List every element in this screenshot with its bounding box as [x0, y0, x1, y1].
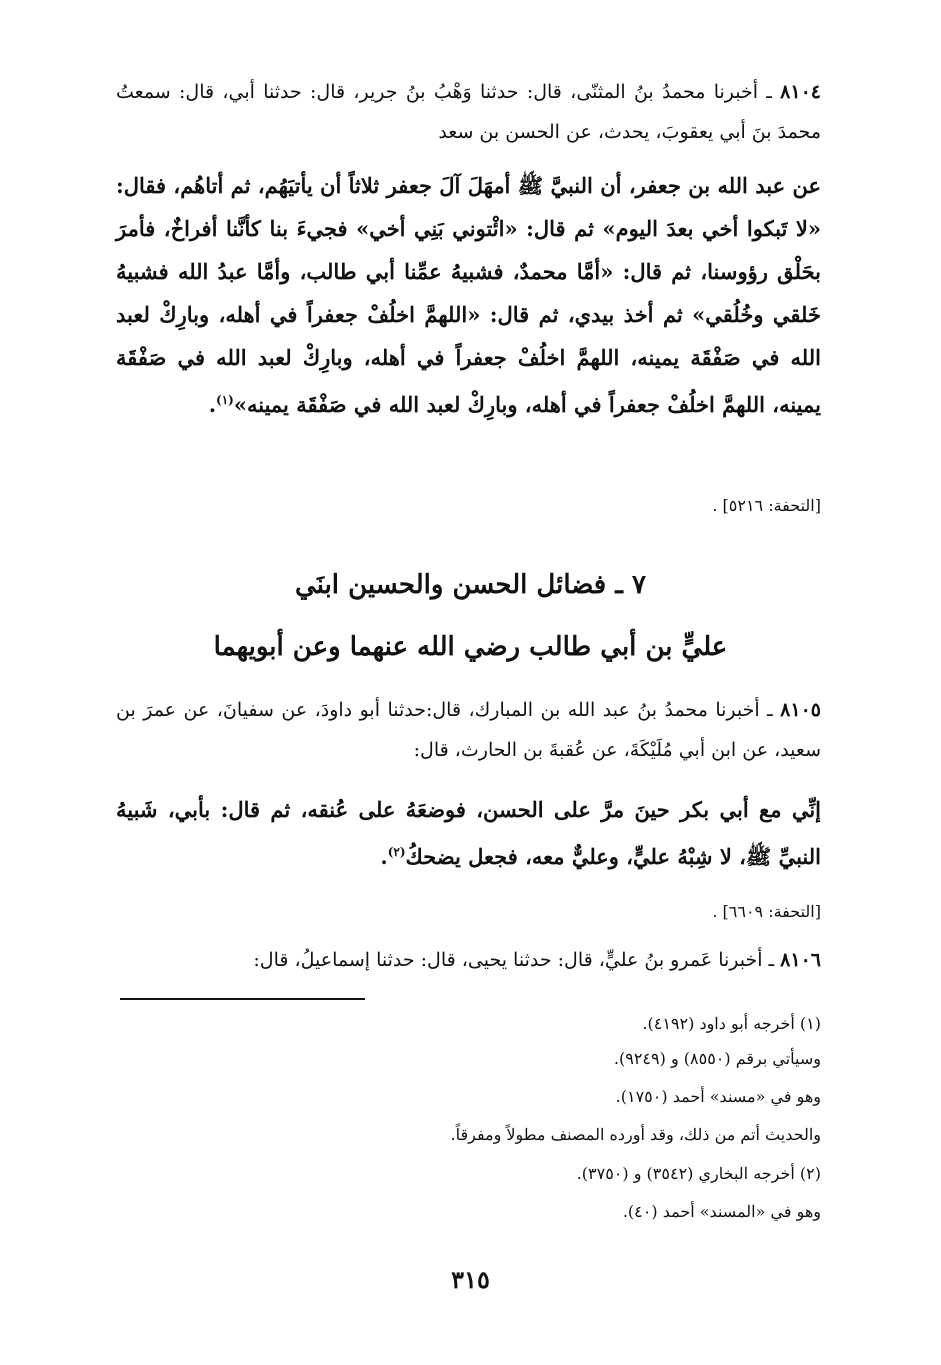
footnote-marker: (١): [216, 393, 234, 407]
hadith-8105-isnad: [116, 690, 821, 770]
hadith-number: ٨١٠٦: [780, 949, 821, 971]
hadith-8105-matn: [116, 788, 821, 878]
isnad-text: ـ أخبرنا محمدُ بنُ المثنّى، قال: حدثنا وَهْبُ بنُ جرير، قال: حدثنا أبي، قال: سمعتُ محمدَ بنَ أبي يعقوبَ، يحدث، عن الحسن بن سعد: [116, 81, 821, 143]
footnote-line: وهو في «المسند» أحمد (٤٠).: [622, 1202, 821, 1221]
page-number: ٣١٥: [451, 1265, 490, 1294]
hadith-number: ٨١٠٥: [780, 699, 821, 721]
matn-end: .: [380, 844, 388, 869]
hadith-8106-isnad: [116, 940, 821, 980]
footnote-line: (٢) أخرجه البخاري (٣٥٤٢) و (٣٧٥٠).: [576, 1164, 821, 1183]
tuhfa-reference: [التحفة: ٦٦٠٩] .: [712, 902, 821, 921]
chapter-heading-line1: ٧ ـ فضائل الحسن والحسين ابنَي: [295, 570, 646, 600]
matn-text: إنِّي مع أبي بكر حينَ مرَّ على الحسن، فوضعَهُ على عُنقه، ثم قال: بأبي، شَبيهُ النبيِّ ﷺ، لا شِبْهُ عليٍّ، وعليٌّ معه، فجعل يضحكُ: [116, 797, 821, 869]
chapter-heading-line2: عليٍّ بن أبي طالب رضي الله عنهما وعن أبويهما: [213, 632, 728, 662]
footnote-line: (١) أخرجه أبو داود (٤١٩٢).: [642, 1014, 821, 1033]
hadith-8104-matn: [116, 164, 821, 426]
isnad-text: ـ أخبرنا عَمرو بنُ عليٍّ، قال: حدثنا يحيى، قال: حدثنا إسماعيلُ، قال:: [253, 949, 775, 971]
footnote-separator: [120, 998, 365, 1000]
footnote-line: وهو في «مسند» أحمد (١٧٥٠).: [615, 1087, 821, 1106]
hadith-number: ٨١٠٤: [780, 81, 821, 103]
isnad-text: ـ أخبرنا محمدُ بنُ عبد الله بن المبارك، قال:حدثنا أبو داودَ، عن سفيانَ، عن عمرَ بن سعيد، عن ابن أبي مُلَيْكَةَ، عن عُقبةَ بن الحارث، قال:: [116, 699, 821, 761]
matn-text: عن عبد الله بن جعفر، أن النبيَّ ﷺ أمهَلَ آلَ جعفر ثلاثاً أن يأتيَهُم، ثم أتاهُم، فقال: «لا تَبكوا أخي بعدَ اليوم» ثم قال: «ائْتوني بَنِي أخي» فجيءَ بنا كأنَّنا أفراخٌ، فأمرَ بحَلْق رؤوسنا، ثم قال: «أمَّا محمدٌ، فشبيهُ عمِّنا أبي طالب، وأمَّا عبدُ الله فشبيهُ خَلقي وخُلُقي» ثم أخذ بيدي، ثم قال: «اللهمَّ اخلُفْ جعفراً في أهله، وبارِكْ لعبد الله في صَفْقَة يمينه، اللهمَّ اخلُفْ جعفراً في أهله، وبارِكْ لعبد الله في صَفْقَة يمينه، اللهمَّ اخلُفْ جعفراً في أهله، وبارِكْ لعبد الله في صَفْقَة يمينه»: [116, 173, 821, 417]
tuhfa-reference: [التحفة: ٥٢١٦] .: [712, 496, 821, 515]
hadith-8104-isnad: [116, 72, 821, 152]
footnote-line: والحديث أتم من ذلك، وقد أورده المصنف مطولاً ومفرقاً.: [450, 1125, 821, 1144]
footnote-line: وسيأتي برقم (٨٥٥٠) و (٩٢٤٩).: [613, 1049, 821, 1068]
footnote-marker: (٢): [387, 845, 406, 859]
matn-end: .: [208, 392, 217, 417]
